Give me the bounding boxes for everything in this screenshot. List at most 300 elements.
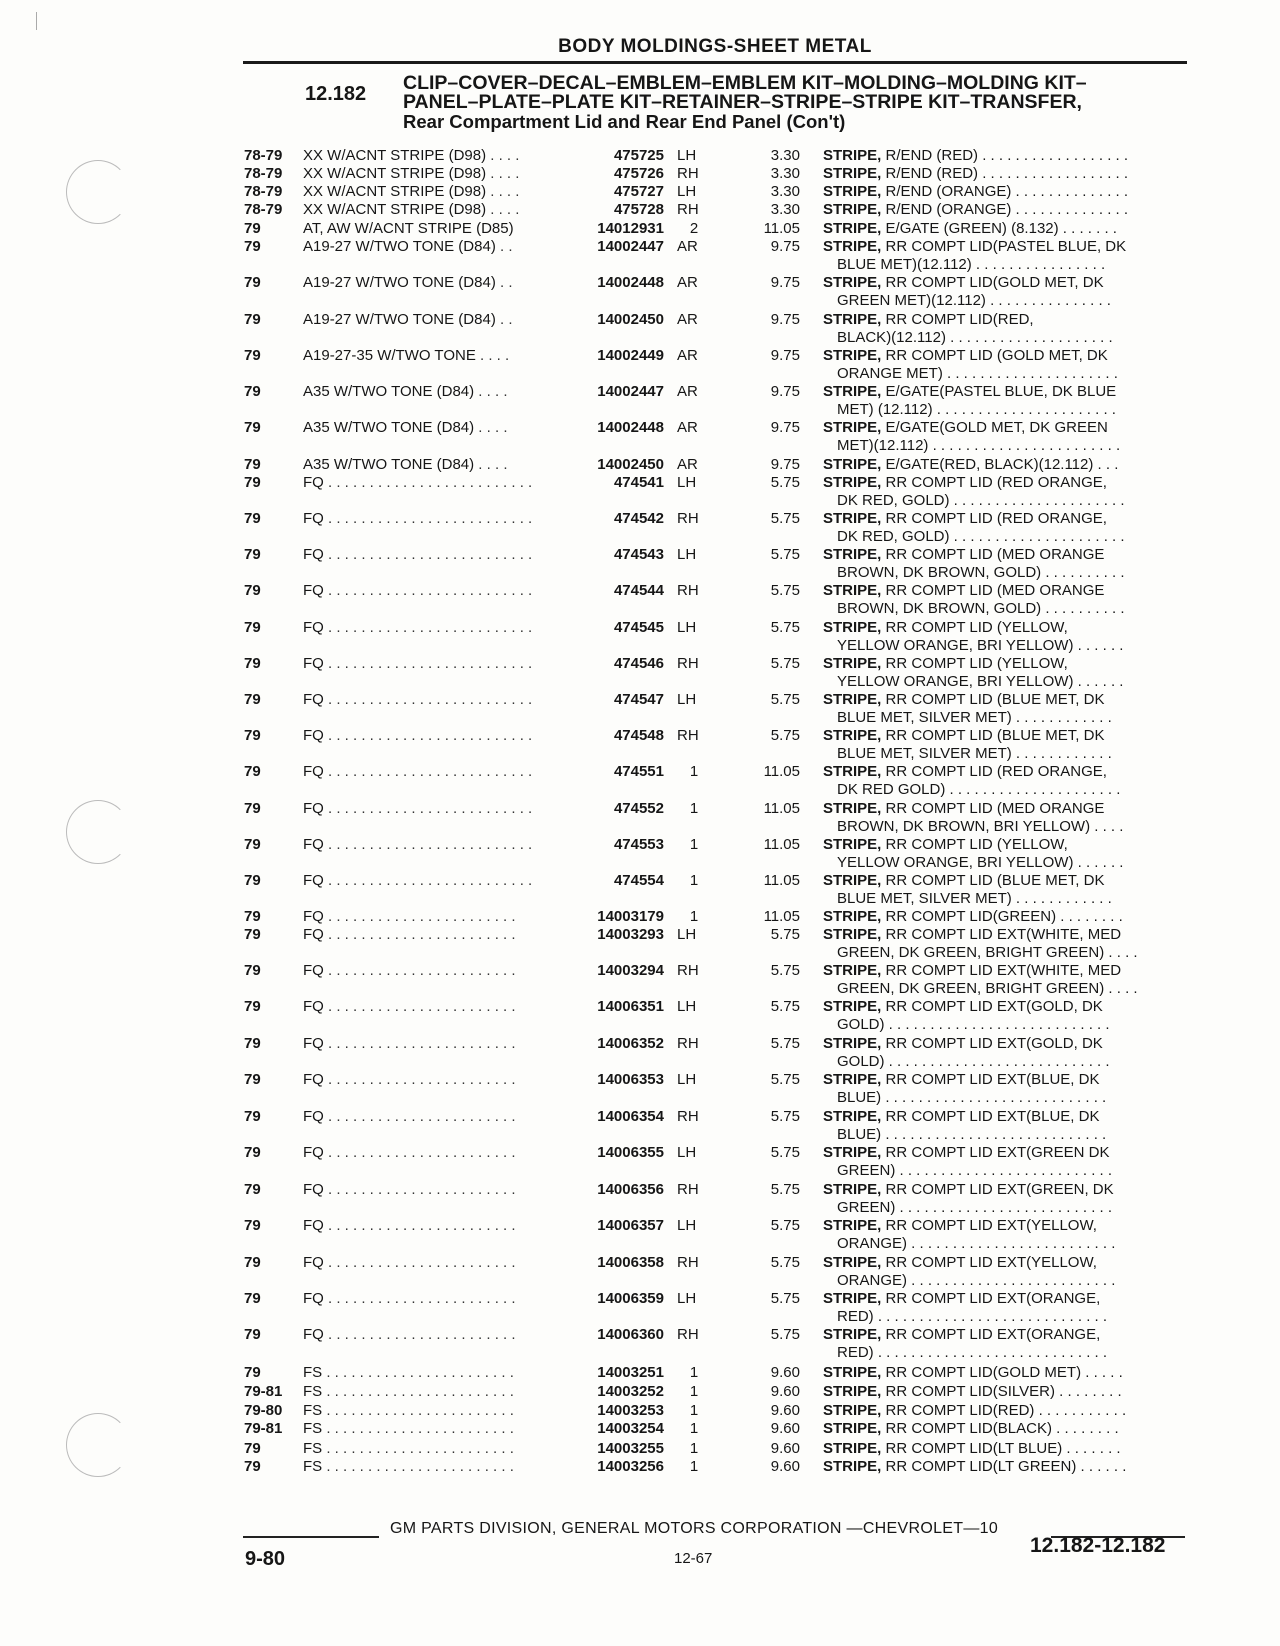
model-year: 79	[244, 1254, 261, 1271]
leader-dots: . . . . . . . . . . . . . . . . . . . . . . . . .	[323, 836, 533, 853]
model-year: 79	[244, 546, 261, 563]
part-number: 14002450	[597, 311, 664, 328]
model-description	[303, 220, 568, 238]
quantity: LH	[677, 926, 697, 943]
price: 5.75	[770, 926, 800, 943]
part-name-detail: RR COMPT LID (YELLOW,	[881, 655, 1068, 672]
part-name-continuation: ORANGE) . . . . . . . . . . . . . . . . . . . . . . . . .	[837, 1272, 1116, 1289]
description-text: FQ	[303, 727, 324, 744]
part-name-bold: STRIPE,	[823, 763, 882, 780]
quantity: AR	[677, 419, 698, 436]
quantity: AR	[677, 274, 698, 291]
quantity: RH	[677, 1254, 699, 1271]
part-number: 14003294	[597, 962, 664, 979]
description-text: FQ	[303, 800, 324, 817]
part-name-bold: STRIPE,	[823, 926, 882, 943]
part-number: 14002450	[597, 456, 664, 473]
model-description	[303, 691, 568, 709]
part-name-detail: R/END (RED) . . . . . . . . . . . . . . . . . .	[881, 165, 1129, 182]
section-range: 12.182-12.182	[1030, 1534, 1166, 1557]
quantity: LH	[677, 1217, 697, 1234]
model-description	[303, 962, 568, 980]
leader-dots: . . . . . . . . . . . . . . . . . . . . . . . . .	[323, 582, 533, 599]
quantity: RH	[677, 655, 699, 672]
part-number: 14006356	[597, 1181, 664, 1198]
part-name-bold: STRIPE,	[823, 1254, 882, 1271]
part-name	[823, 872, 1191, 890]
model-year: 79	[244, 456, 261, 473]
leader-dots: . . . . . . . . . . . . . . . . . . . . . . .	[322, 1440, 514, 1457]
model-year: 79	[244, 1458, 261, 1475]
part-name-bold: STRIPE,	[823, 727, 882, 744]
part-name-detail: R/END (ORANGE) . . . . . . . . . . . . . .	[881, 201, 1129, 218]
price: 3.30	[770, 147, 800, 164]
model-year: 79	[244, 383, 261, 400]
price: 5.75	[770, 1035, 800, 1052]
model-year: 78-79	[244, 165, 283, 182]
model-year: 79	[244, 311, 261, 328]
model-year: 79	[244, 998, 261, 1015]
part-name-continuation: MET)(12.112) . . . . . . . . . . . . . . . . . . . . . . .	[837, 437, 1121, 454]
quantity: AR	[677, 347, 698, 364]
description-text: FQ	[303, 1290, 324, 1307]
price: 5.75	[770, 727, 800, 744]
leader-dots: . .	[495, 238, 513, 255]
model-description	[303, 1458, 568, 1476]
part-name	[823, 1420, 1191, 1438]
model-description	[303, 836, 568, 854]
section-title-line: PANEL–PLATE–PLATE KIT–RETAINER–STRIPE–STRIPE KIT–TRANSFER,	[403, 91, 1082, 113]
part-name-detail: RR COMPT LID (RED ORANGE,	[881, 510, 1107, 527]
part-name-bold: STRIPE,	[823, 165, 882, 182]
part-name-continuation: GREEN) . . . . . . . . . . . . . . . . . . . . . . . . . .	[837, 1199, 1113, 1216]
model-year: 79	[244, 926, 261, 943]
quantity: LH	[677, 474, 697, 491]
part-name-bold: STRIPE,	[823, 274, 882, 291]
part-name-detail: RR COMPT LID EXT(GOLD, DK	[881, 1035, 1103, 1052]
model-description	[303, 1440, 568, 1458]
part-name-detail: E/GATE(GOLD MET, DK GREEN	[881, 419, 1108, 436]
part-name-bold: STRIPE,	[823, 1383, 882, 1400]
part-name-continuation: GREEN, DK GREEN, BRIGHT GREEN) . . . .	[837, 980, 1138, 997]
leader-dots: . . . .	[486, 165, 520, 182]
part-name	[823, 1402, 1191, 1420]
model-year: 78-79	[244, 147, 283, 164]
part-number: 474542	[613, 510, 664, 527]
part-name-bold: STRIPE,	[823, 510, 882, 527]
model-description	[303, 582, 568, 600]
part-name	[823, 456, 1191, 474]
price: 5.75	[770, 1071, 800, 1088]
price: 5.75	[770, 998, 800, 1015]
part-name-detail: E/GATE(PASTEL BLUE, DK BLUE	[881, 383, 1117, 400]
leader-dots: . . . . . . . . . . . . . . . . . . . . . . .	[322, 1364, 514, 1381]
part-name-continuation: BLUE) . . . . . . . . . . . . . . . . . . . . . . . . . . .	[837, 1126, 1107, 1143]
part-name	[823, 998, 1191, 1016]
leader-dots: . . . . . . . . . . . . . . . . . . . . . . .	[322, 1420, 514, 1437]
leader-dots: . . . . . . . . . . . . . . . . . . . . . . .	[322, 1383, 514, 1400]
leader-dots: . . . . . . . . . . . . . . . . . . . . . . .	[323, 1326, 516, 1343]
footer-divider	[243, 1536, 379, 1538]
part-number: 14003256	[597, 1458, 664, 1475]
part-name-bold: STRIPE,	[823, 908, 882, 925]
leader-dots: . . . . . . . . . . . . . . . . . . . . . . .	[323, 1181, 516, 1198]
part-name-bold: STRIPE,	[823, 582, 882, 599]
model-description	[303, 619, 568, 637]
quantity: LH	[677, 691, 697, 708]
quantity: RH	[677, 201, 699, 218]
quantity: RH	[677, 1326, 699, 1343]
model-description	[303, 1217, 568, 1235]
model-description	[303, 1035, 568, 1053]
leader-dots: . . . . . . . . . . . . . . . . . . . . . . .	[323, 926, 516, 943]
part-name-bold: STRIPE,	[823, 201, 882, 218]
model-description	[303, 1383, 568, 1401]
model-year: 79	[244, 274, 261, 291]
part-name-continuation: DK RED, GOLD) . . . . . . . . . . . . . . . . . . . . .	[837, 492, 1125, 509]
part-name-bold: STRIPE,	[823, 836, 882, 853]
model-description	[303, 147, 568, 165]
part-number: 474552	[613, 800, 664, 817]
price: 9.75	[770, 311, 800, 328]
model-description	[303, 1181, 568, 1199]
quantity: LH	[677, 619, 697, 636]
part-number: 14006358	[597, 1254, 664, 1271]
header-divider	[243, 61, 1187, 64]
model-description	[303, 800, 568, 818]
description-text: XX W/ACNT STRIPE (D98)	[303, 165, 487, 182]
price: 9.60	[770, 1458, 800, 1475]
part-name	[823, 1108, 1191, 1126]
part-number: 14003252	[597, 1383, 664, 1400]
part-number: 14003293	[597, 926, 664, 943]
part-name-bold: STRIPE,	[823, 800, 882, 817]
quantity: 1	[689, 1402, 699, 1419]
model-description	[303, 1364, 568, 1382]
model-year: 79	[244, 1440, 261, 1457]
leader-dots: . . . . . . . . . . . . . . . . . . . . . . .	[323, 1071, 516, 1088]
model-description	[303, 763, 568, 781]
description-text: FQ	[303, 546, 324, 563]
part-name-detail: E/GATE(RED, BLACK)(12.112) . . .	[881, 456, 1119, 473]
part-number: 14006360	[597, 1326, 664, 1343]
model-description	[303, 1326, 568, 1344]
part-name-continuation: BROWN, DK BROWN, BRI YELLOW) . . . .	[837, 818, 1124, 835]
price: 9.75	[770, 383, 800, 400]
price: 5.75	[770, 546, 800, 563]
part-name-detail: RR COMPT LID(GOLD MET) . . . . .	[881, 1364, 1123, 1381]
part-name-bold: STRIPE,	[823, 1144, 882, 1161]
part-name-detail: R/END (RED) . . . . . . . . . . . . . . . . . .	[881, 147, 1129, 164]
leader-dots: . .	[495, 311, 513, 328]
part-name-detail: RR COMPT LID (BLUE MET, DK	[881, 691, 1105, 708]
part-name-continuation: ORANGE) . . . . . . . . . . . . . . . . . . . . . . . . .	[837, 1235, 1116, 1252]
description-text: FQ	[303, 1181, 324, 1198]
description-text: FQ	[303, 1108, 324, 1125]
price: 9.75	[770, 456, 800, 473]
part-name	[823, 691, 1191, 709]
price: 3.30	[770, 201, 800, 218]
part-name-bold: STRIPE,	[823, 383, 882, 400]
quantity: RH	[677, 727, 699, 744]
model-description	[303, 274, 568, 292]
price: 9.60	[770, 1402, 800, 1419]
part-name-bold: STRIPE,	[823, 1402, 882, 1419]
description-text: FQ	[303, 619, 324, 636]
leader-dots: . . . . . . . . . . . . . . . . . . . . . . . . .	[323, 872, 533, 889]
part-number: 14002447	[597, 383, 664, 400]
price: 3.30	[770, 165, 800, 182]
part-name-continuation: BLACK)(12.112) . . . . . . . . . . . . . . . . . . . .	[837, 329, 1113, 346]
part-name	[823, 800, 1191, 818]
leader-dots: . . . . . . . . . . . . . . . . . . . . . . .	[323, 1290, 516, 1307]
part-name	[823, 1254, 1191, 1272]
part-number: 14006357	[597, 1217, 664, 1234]
part-number: 14006351	[597, 998, 664, 1015]
quantity: AR	[677, 311, 698, 328]
model-year: 78-79	[244, 201, 283, 218]
description-text: A19-27-35 W/TWO TONE	[303, 347, 476, 364]
part-name	[823, 962, 1191, 980]
part-name-detail: RR COMPT LID (GOLD MET, DK	[881, 347, 1108, 364]
model-year: 79	[244, 1035, 261, 1052]
part-name	[823, 926, 1191, 944]
quantity: 1	[689, 836, 699, 853]
part-name-bold: STRIPE,	[823, 872, 882, 889]
part-number: 474554	[613, 872, 664, 889]
part-name-continuation: RED) . . . . . . . . . . . . . . . . . . . . . . . . . . . .	[837, 1344, 1108, 1361]
description-text: FQ	[303, 474, 324, 491]
part-name	[823, 419, 1191, 437]
description-text: FQ	[303, 1144, 324, 1161]
description-text: FQ	[303, 582, 324, 599]
description-text: FS	[303, 1364, 323, 1381]
description-text: XX W/ACNT STRIPE (D98)	[303, 201, 487, 218]
part-name-bold: STRIPE,	[823, 220, 882, 237]
price: 9.60	[770, 1383, 800, 1400]
model-year: 79-80	[244, 1402, 283, 1419]
part-number: 475727	[613, 183, 664, 200]
quantity: 1	[689, 1440, 699, 1457]
part-number: 14006353	[597, 1071, 664, 1088]
part-name	[823, 655, 1191, 673]
leader-dots: . . . . . . . . . . . . . . . . . . . . . . .	[323, 962, 516, 979]
description-text: FQ	[303, 908, 324, 925]
model-description	[303, 1144, 568, 1162]
part-name-continuation: RED) . . . . . . . . . . . . . . . . . . . . . . . . . . . .	[837, 1308, 1108, 1325]
model-year: 79	[244, 510, 261, 527]
part-number: 475725	[613, 147, 664, 164]
part-number: 14003251	[597, 1364, 664, 1381]
part-name	[823, 220, 1191, 238]
model-year: 79	[244, 1071, 261, 1088]
model-year: 78-79	[244, 183, 283, 200]
price: 11.05	[763, 220, 800, 237]
part-name-bold: STRIPE,	[823, 962, 882, 979]
price: 5.75	[770, 962, 800, 979]
price: 5.75	[770, 691, 800, 708]
part-number: 474551	[613, 763, 664, 780]
part-number: 474541	[613, 474, 664, 491]
model-year: 79	[244, 800, 261, 817]
description-text: FS	[303, 1458, 323, 1475]
leader-dots: . . . .	[475, 347, 510, 364]
model-year: 79	[244, 1181, 261, 1198]
part-name-bold: STRIPE,	[823, 1458, 882, 1475]
model-year: 79	[244, 582, 261, 599]
model-description	[303, 510, 568, 528]
description-text: FQ	[303, 763, 324, 780]
part-name	[823, 347, 1191, 365]
description-text: FQ	[303, 1254, 324, 1271]
part-name-bold: STRIPE,	[823, 691, 882, 708]
quantity: 1	[689, 872, 699, 889]
model-year: 79	[244, 220, 261, 237]
part-name-detail: RR COMPT LID (RED ORANGE,	[881, 474, 1107, 491]
quantity: 1	[689, 1364, 699, 1381]
part-name	[823, 1290, 1191, 1308]
quantity: RH	[677, 1035, 699, 1052]
part-name-continuation: YELLOW ORANGE, BRI YELLOW) . . . . . .	[837, 854, 1124, 871]
part-name-detail: RR COMPT LID(GREEN) . . . . . . . .	[881, 908, 1123, 925]
quantity: LH	[677, 1144, 697, 1161]
leader-dots: . . . . . . . . . . . . . . . . . . . . . . .	[323, 1035, 516, 1052]
model-year: 79	[244, 872, 261, 889]
part-name-continuation: ORANGE MET) . . . . . . . . . . . . . . . . . . . . .	[837, 365, 1118, 382]
part-name-bold: STRIPE,	[823, 1326, 882, 1343]
leader-dots: . . . . . . . . . . . . . . . . . . . . . . . . .	[323, 655, 533, 672]
price: 5.75	[770, 510, 800, 527]
part-name-bold: STRIPE,	[823, 546, 882, 563]
part-name	[823, 908, 1191, 926]
model-year: 79	[244, 655, 261, 672]
model-description	[303, 546, 568, 564]
part-name-bold: STRIPE,	[823, 183, 882, 200]
price: 11.05	[763, 872, 800, 889]
description-text: FQ	[303, 998, 324, 1015]
quantity: RH	[677, 1181, 699, 1198]
leader-dots: . . . . . . . . . . . . . . . . . . . . . . .	[323, 1108, 516, 1125]
model-description	[303, 238, 568, 256]
price: 5.75	[770, 1108, 800, 1125]
model-year: 79-81	[244, 1383, 283, 1400]
binder-ring-hole	[66, 160, 130, 224]
model-year: 79	[244, 691, 261, 708]
part-name-bold: STRIPE,	[823, 1290, 882, 1307]
model-year: 79	[244, 1290, 261, 1307]
model-description	[303, 347, 568, 365]
description-text: FQ	[303, 691, 324, 708]
model-description	[303, 1108, 568, 1126]
model-year: 79	[244, 763, 261, 780]
price: 5.75	[770, 1290, 800, 1307]
part-name-continuation: GOLD) . . . . . . . . . . . . . . . . . . . . . . . . . . .	[837, 1016, 1110, 1033]
model-year: 79	[244, 1326, 261, 1343]
leader-dots: . . . . . . . . . . . . . . . . . . . . . . . . .	[323, 546, 533, 563]
part-number: 14003254	[597, 1420, 664, 1437]
part-number: 475728	[613, 201, 664, 218]
part-name-bold: STRIPE,	[823, 1420, 882, 1437]
model-year: 79	[244, 238, 261, 255]
description-text: XX W/ACNT STRIPE (D98)	[303, 147, 487, 164]
quantity: 2	[689, 220, 699, 237]
part-name-continuation: YELLOW ORANGE, BRI YELLOW) . . . . . .	[837, 637, 1124, 654]
description-text: FQ	[303, 962, 324, 979]
description-text: AT, AW W/ACNT STRIPE (D85)	[303, 220, 514, 237]
model-description	[303, 926, 568, 944]
part-name	[823, 1364, 1191, 1382]
model-description	[303, 727, 568, 745]
part-name-bold: STRIPE,	[823, 1440, 882, 1457]
description-text: FQ	[303, 836, 324, 853]
price: 9.75	[770, 347, 800, 364]
part-number: 14006359	[597, 1290, 664, 1307]
part-name-detail: RR COMPT LID(PASTEL BLUE, DK	[881, 238, 1127, 255]
part-number: 14002448	[597, 274, 664, 291]
part-name-detail: RR COMPT LID (MED ORANGE	[881, 582, 1105, 599]
model-year: 79	[244, 727, 261, 744]
leader-dots: . .	[495, 274, 513, 291]
part-name	[823, 383, 1191, 401]
part-name	[823, 1440, 1191, 1458]
model-description	[303, 1254, 568, 1272]
price: 5.75	[770, 619, 800, 636]
part-number: 14002449	[597, 347, 664, 364]
quantity: 1	[689, 1383, 699, 1400]
part-name-bold: STRIPE,	[823, 1181, 882, 1198]
price: 9.60	[770, 1440, 800, 1457]
part-number: 14006355	[597, 1144, 664, 1161]
leader-dots: . . . . . . . . . . . . . . . . . . . . . . .	[322, 1402, 514, 1419]
description-text: FS	[303, 1402, 323, 1419]
section-number: 12.182	[305, 83, 367, 105]
part-name	[823, 510, 1191, 528]
part-name-detail: RR COMPT LID EXT(BLUE, DK	[881, 1071, 1100, 1088]
part-name-detail: RR COMPT LID EXT(WHITE, MED	[881, 926, 1122, 943]
part-name-detail: R/END (ORANGE) . . . . . . . . . . . . . .	[881, 183, 1129, 200]
part-name-detail: RR COMPT LID(LT GREEN) . . . . . .	[881, 1458, 1127, 1475]
leader-dots: . . . . . . . . . . . . . . . . . . . . . . .	[323, 1217, 516, 1234]
model-year: 79	[244, 1364, 261, 1381]
leader-dots: . . . . . . . . . . . . . . . . . . . . . . .	[323, 998, 516, 1015]
part-name	[823, 474, 1191, 492]
description-text: FQ	[303, 510, 324, 527]
price: 9.60	[770, 1364, 800, 1381]
model-year: 79	[244, 836, 261, 853]
part-name-detail: RR COMPT LID EXT(ORANGE,	[881, 1326, 1101, 1343]
part-name-continuation: DK RED GOLD) . . . . . . . . . . . . . . . . . . . . .	[837, 781, 1121, 798]
leader-dots: . . . .	[486, 183, 520, 200]
model-year: 79	[244, 419, 261, 436]
part-name-bold: STRIPE,	[823, 419, 882, 436]
quantity: LH	[677, 546, 697, 563]
description-text: FQ	[303, 1326, 324, 1343]
model-year: 79	[244, 1108, 261, 1125]
model-year: 79	[244, 1144, 261, 1161]
description-text: FS	[303, 1383, 323, 1400]
description-text: FQ	[303, 1217, 324, 1234]
leader-dots: . . . . . . . . . . . . . . . . . . . . . . .	[322, 1458, 514, 1475]
description-text: A19-27 W/TWO TONE (D84)	[303, 238, 496, 255]
part-name-detail: RR COMPT LID EXT(WHITE, MED	[881, 962, 1122, 979]
quantity: LH	[677, 1290, 697, 1307]
part-name-detail: RR COMPT LID EXT(YELLOW,	[881, 1217, 1097, 1234]
price: 5.75	[770, 1217, 800, 1234]
description-text: FQ	[303, 655, 324, 672]
page-number: 12-67	[674, 1550, 713, 1567]
leader-dots: . . . . . . . . . . . . . . . . . . . . . . . . .	[323, 474, 533, 491]
part-number: 14012931	[597, 220, 664, 237]
